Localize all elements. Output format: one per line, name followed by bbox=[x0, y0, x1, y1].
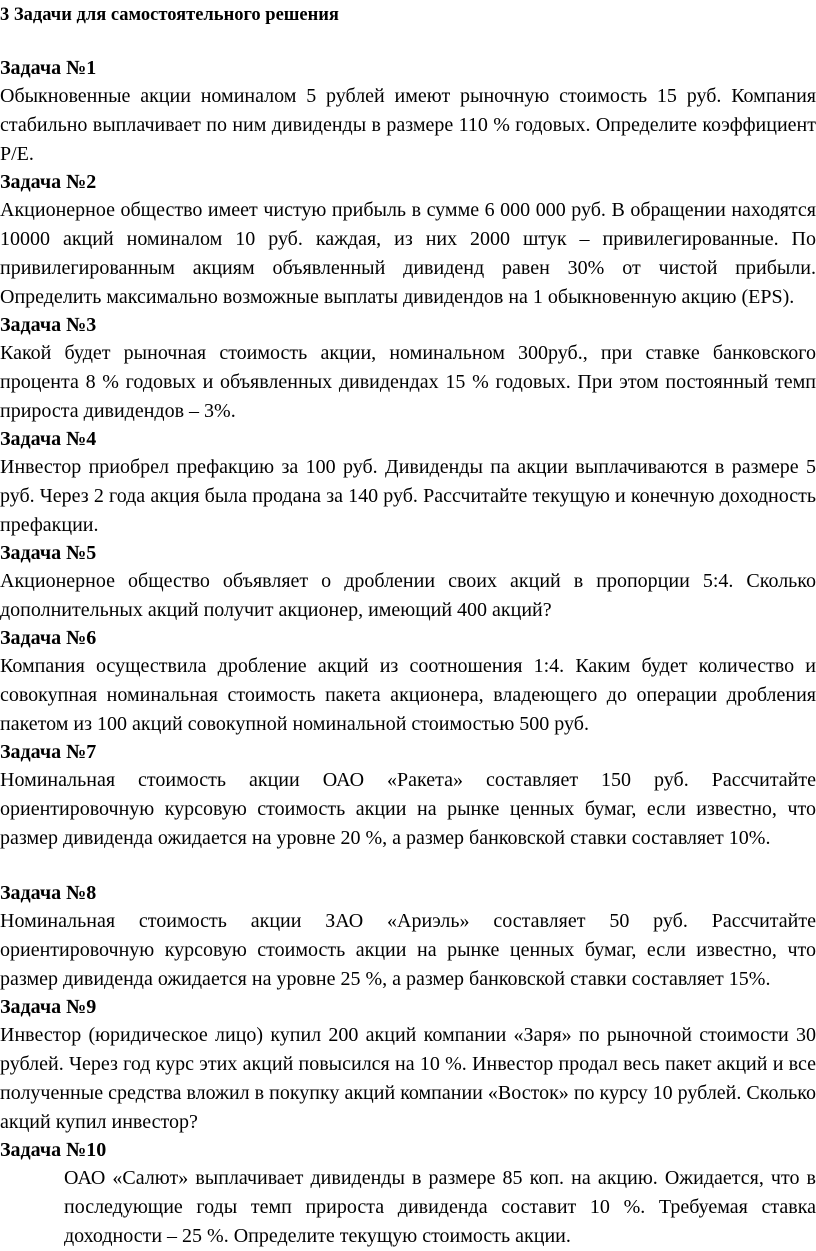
task-title: Задача №7 bbox=[0, 741, 97, 763]
task-5 bbox=[0, 540, 816, 625]
task-title: Задача №4 bbox=[0, 428, 97, 450]
spacer bbox=[0, 28, 816, 55]
task-10 bbox=[0, 1137, 816, 1251]
spacer bbox=[0, 853, 816, 880]
task-title: Задача №1 bbox=[0, 57, 97, 79]
task-title: Задача №6 bbox=[0, 627, 97, 649]
task-text: Номинальная стоимость акции ЗАО «Ариэль» составляет 50 руб. Рассчитайте ориентировочную курсовую стоимость акции на рынке ценных бумаг, если известно, что размер дивиденда ожидается на уровне 25 %, а размер банковской ставки составляет 15%. bbox=[0, 910, 816, 990]
task-text: Компания осуществила дробление акций из соотношения 1:4. Каким будет количество и совокупная номинальная стоимость пакета акционера, владеющего до операции дробления пакетом из 100 акций совокупной номинальной стоимостью 500 руб. bbox=[0, 655, 816, 735]
task-text: ОАО «Салют» выплачивает дивиденды в размере 85 коп. на акцию. Ожидается, что в последующие годы темп прироста дивиденда составит 10 %. Требуемая ставка доходности – 25 %. Определите текущую стоимость акции. bbox=[64, 1167, 816, 1247]
task-text: Номинальная стоимость акции ОАО «Ракета» составляет 150 руб. Рассчитайте ориентировочную курсовую стоимость акции на рынке ценных бумаг, если известно, что размер дивиденда ожидается на уровне 20 %, а размер банковской ставки составляет 10%. bbox=[0, 769, 816, 849]
task-title: Задача №3 bbox=[0, 314, 97, 336]
task-text: Акционерное общество имеет чистую прибыль в сумме 6 000 000 руб. В обращении находятся 10000 акций номиналом 10 руб. каждая, из них 2000 штук – привилегированные. По привилегированным акциям объявленный дивиденд равен 30% от чистой прибыли. Определить максимально возможные выплаты дивидендов на 1 обыкновенную акцию (EPS). bbox=[0, 199, 816, 308]
section-heading: 3 Задачи для самостоятельного решения bbox=[0, 5, 339, 25]
task-2 bbox=[0, 169, 816, 312]
task-text: Какой будет рыночная стоимость акции, номинальном 300руб., при ставке банковского процента 8 % годовых и объявленных дивидендах 15 % годовых. При этом постоянный темп прироста дивидендов – 3%. bbox=[0, 342, 816, 422]
task-title: Задача №5 bbox=[0, 542, 97, 564]
task-1 bbox=[0, 55, 816, 169]
task-text: Обыкновенные акции номиналом 5 рублей имеют рыночную стоимость 15 руб. Компания стабильно выплачивает по ним дивиденды в размере 110 % годовых. Определите коэффициент Р/Е. bbox=[0, 85, 816, 165]
task-9 bbox=[0, 994, 816, 1137]
task-text: Инвестор приобрел префакцию за 100 руб. Дивиденды па акции выплачиваются в размере 5 руб. Через 2 года акция была продана за 140 руб. Рассчитайте текущую и конечную доходность префакции. bbox=[0, 456, 816, 536]
task-6 bbox=[0, 625, 816, 739]
task-3 bbox=[0, 312, 816, 426]
task-7 bbox=[0, 739, 816, 853]
task-text: Акционерное общество объявляет о дроблении своих акций в пропорции 5:4. Сколько дополнительных акций получит акционер, имеющий 400 акций? bbox=[0, 570, 816, 621]
task-title: Задача №9 bbox=[0, 996, 97, 1018]
task-title: Задача №2 bbox=[0, 171, 97, 193]
task-4 bbox=[0, 426, 816, 540]
task-8 bbox=[0, 880, 816, 994]
task-title: Задача №8 bbox=[0, 882, 97, 904]
task-title: Задача №10 bbox=[0, 1139, 107, 1161]
task-text: Инвестор (юридическое лицо) купил 200 акций компании «Заря» по рыночной стоимости 30 рублей. Через год курс этих акций повысился на 10 %. Инвестор продал весь пакет акций и все полученные средства вложил в покупку акций компании «Восток» по курсу 10 рублей. Сколько акций купил инвестор? bbox=[0, 1024, 816, 1133]
